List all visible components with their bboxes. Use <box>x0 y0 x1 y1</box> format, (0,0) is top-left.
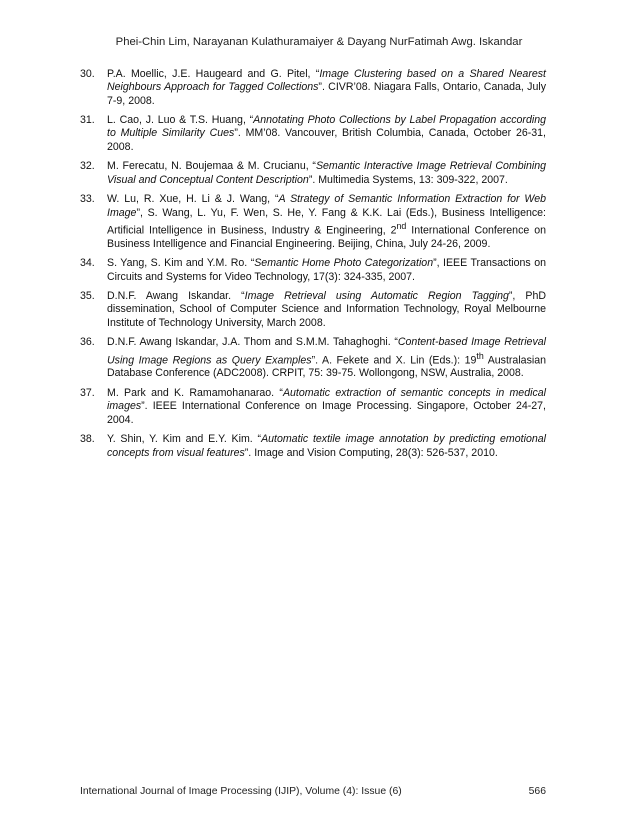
reference-title: Automatic extraction of semantic concepts in medical images <box>107 387 546 413</box>
ordinal-superscript: th <box>476 350 484 361</box>
running-head-authors: Phei-Chin Lim, Narayanan Kulathuramaiyer & Dayang NurFatimah Awg. Iskandar <box>115 36 523 48</box>
reference-number: 36. <box>80 336 95 349</box>
reference-title: A Strategy of Semantic Information Extraction for Web Image <box>107 193 546 219</box>
reference-authors: M. Ferecatu, N. Boujemaa & M. Crucianu, “ <box>107 160 316 173</box>
reference-title: Image Clustering based on a Shared Nearest Neighbours Approach for Tagged Collections <box>107 68 546 94</box>
reference-number: 35. <box>80 290 95 303</box>
reference-number: 32. <box>80 160 95 173</box>
reference-item <box>80 257 546 284</box>
reference-venue: ”, IEEE Transactions on Circuits and Systems for Video Technology, 17(3): 324-335, 2007. <box>107 257 546 283</box>
reference-title: Automatic textile image annotation by predicting emotional concepts from visual features <box>107 433 546 459</box>
reference-item <box>80 114 546 154</box>
reference-item <box>80 193 546 251</box>
reference-title: Annotating Photo Collections by Label Propagation according to Multiple Similarity Cues <box>107 114 546 140</box>
reference-authors: S. Yang, S. Kim and Y.M. Ro. “ <box>107 257 255 270</box>
page-number: 566 <box>528 786 546 797</box>
reference-venue-continued: International Conference on Business Intelligence and Financial Engineering. Beijing, China, July 24-26, 2009. <box>107 224 546 250</box>
ordinal-superscript: nd <box>396 220 407 231</box>
reference-authors: M. Park and K. Ramamohanarao. “ <box>107 387 283 400</box>
reference-authors: L. Cao, J. Luo & T.S. Huang, “ <box>107 114 254 127</box>
reference-number: 31. <box>80 114 95 127</box>
reference-venue: ”, PhD dissemination, School of Computer Science and Information Technology, Royal Melbourne Institute of Technology University, March 2008. <box>107 290 546 329</box>
reference-title: Semantic Home Photo Categorization <box>254 257 434 270</box>
journal-citation: International Journal of Image Processing (IJIP), Volume (4): Issue (6) <box>80 786 402 797</box>
reference-title: Content-based Image Retrieval Using Image Regions as Query Examples <box>107 336 546 367</box>
reference-venue: ”. Image and Vision Computing, 28(3): 526-537, 2010. <box>244 446 498 459</box>
reference-authors: P.A. Moellic, J.E. Haugeard and G. Pitel, “ <box>107 68 320 80</box>
reference-list <box>80 68 546 466</box>
reference-venue-continued: Australasian Database Conference (ADC2008). CRPIT, 75: 39-75. Wollongong, NSW, Australia, 2008. <box>107 354 547 380</box>
reference-item <box>80 160 546 187</box>
reference-item <box>80 433 546 460</box>
reference-number: 33. <box>80 193 95 206</box>
reference-venue: ”. CIVR’08. Niagara Falls, Ontario, Canada, July 7-9, 2008. <box>107 81 546 107</box>
reference-item <box>80 387 546 427</box>
reference-title: Semantic Interactive Image Retrieval Combining Visual and Conceptual Content Description <box>107 160 546 186</box>
reference-authors: D.N.F. Awang Iskandar. “ <box>107 290 245 303</box>
reference-number: 34. <box>80 257 95 270</box>
reference-venue: ”, S. Wang, L. Yu, F. Wen, S. He, Y. Fang & K.K. Lai (Eds.), Business Intelligence: Artificial Intelligence in Business, Industry & Engineering, 2 <box>107 206 546 237</box>
reference-authors: W. Lu, R. Xue, H. Li & J. Wang, “ <box>107 193 279 206</box>
reference-venue: ”. Multimedia Systems, 13: 309-322, 2007. <box>308 173 508 186</box>
reference-venue: ”. MM’08. Vancouver, British Columbia, Canada, October 26-31, 2008. <box>107 127 546 153</box>
page-footer <box>80 786 546 797</box>
reference-venue: ”. A. Fekete and X. Lin (Eds.): 19 <box>311 354 477 367</box>
reference-number: 30. <box>80 68 95 80</box>
reference-item <box>80 290 546 330</box>
reference-authors: Y. Shin, Y. Kim and E.Y. Kim. “ <box>107 433 262 446</box>
reference-authors: D.N.F. Awang Iskandar, J.A. Thom and S.M.M. Tahaghoghi. “ <box>107 336 398 349</box>
reference-item <box>80 336 546 380</box>
reference-title: Image Retrieval using Automatic Region Tagging <box>244 290 509 303</box>
reference-number: 38. <box>80 433 95 446</box>
reference-item <box>80 68 546 108</box>
reference-venue: ”. IEEE International Conference on Image Processing. Singapore, October 24-27, 2004. <box>107 400 546 426</box>
reference-number: 37. <box>80 387 95 400</box>
